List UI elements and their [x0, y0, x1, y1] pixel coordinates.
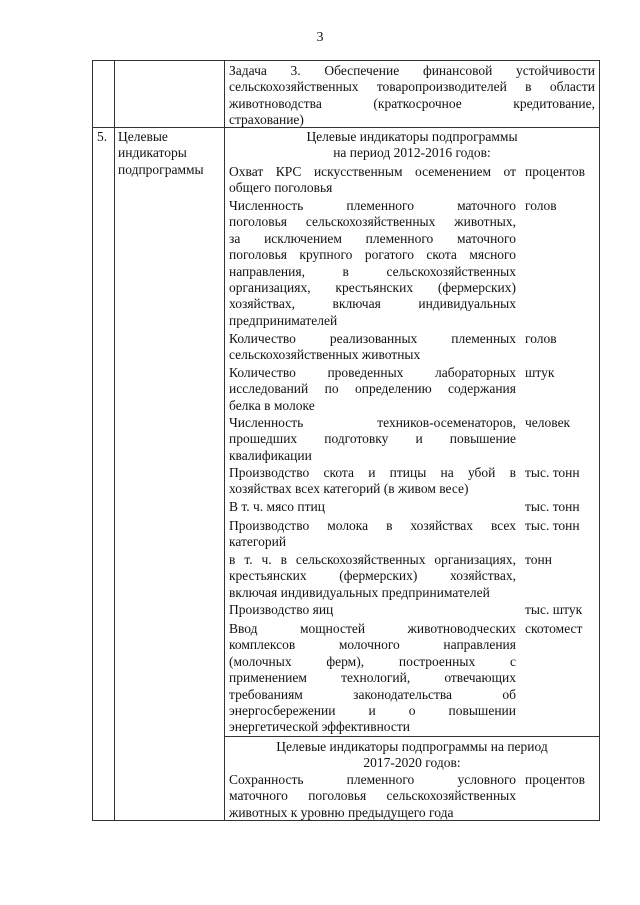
indicator-line: Охват КРС искусственным осеменением от	[229, 164, 516, 179]
indicator-line: за исключением племенного маточного	[229, 230, 516, 246]
indicator-name	[229, 164, 516, 197]
indicator-line: Количество проведенных лабораторных	[229, 365, 516, 380]
indicator-name	[229, 331, 516, 364]
indicator-unit: процентов	[525, 772, 586, 787]
indicator-line: комплексов молочного направления	[229, 637, 516, 653]
indicator-line: крестьянских (фермерских) хозяйствах,	[229, 568, 516, 584]
indicator-line: применением технологий, отвечающих	[229, 670, 516, 686]
heading-line: Целевые индикаторы подпрограммы на период	[276, 739, 548, 754]
indicator-line: сельскохозяйственных животных	[229, 347, 421, 363]
indicator-line: хозяйствах, включая индивидуальных	[229, 296, 516, 312]
indicator-line: поголовья сельскохозяйственных животных,	[229, 214, 516, 230]
indicator-line: направления, в сельскохозяйственных	[229, 263, 516, 279]
heading-line: на период 2012-2016 годов:	[333, 145, 491, 161]
indicator-line: в т. ч. в сельскохозяйственных организациях,	[229, 552, 516, 567]
indicator-unit: тыс. тонн	[525, 465, 580, 480]
indicator-name	[229, 198, 516, 329]
task3-text	[229, 63, 595, 129]
indicator-line: категорий	[229, 534, 287, 550]
indicator-unit: голов	[525, 331, 557, 346]
row-divider	[224, 736, 599, 737]
task3-line: сельскохозяйственных товаропроизводителей в области	[229, 79, 595, 95]
indicator-line: Производство скота и птицы на убой в	[229, 465, 516, 480]
indicator-line: исследований по определению содержания	[229, 381, 516, 397]
indicator-line: поголовья крупного рогатого скота мясного	[229, 247, 516, 263]
period2-heading	[229, 739, 595, 772]
indicator-unit: процентов	[525, 164, 586, 179]
indicator-line: Ввод мощностей животноводческих	[229, 621, 516, 636]
indicator-line: (молочных ферм), построенных с	[229, 653, 516, 669]
indicator-name	[229, 772, 516, 821]
indicator-line: прошедших подготовку и повышение	[229, 431, 516, 447]
page-number: 3	[316, 30, 324, 45]
heading-line: Целевые индикаторы подпрограммы	[306, 129, 518, 144]
indicator-line: энергосбережении и о повышении	[229, 703, 516, 719]
indicator-unit: голов	[525, 198, 557, 213]
indicator-line: Численность техников-осеменаторов,	[229, 415, 516, 430]
row-title	[118, 129, 218, 178]
indicator-line: требованиям законодательства об	[229, 686, 516, 702]
indicator-line: Производство молока в хозяйствах всех	[229, 518, 516, 533]
indicator-line: Численность племенного маточного	[229, 198, 516, 213]
indicator-line: белка в молоке	[229, 397, 315, 413]
indicator-name	[229, 499, 516, 515]
row-title-line: индикаторы	[118, 145, 187, 161]
indicator-line: Сохранность племенного условного	[229, 772, 516, 787]
indicator-line: маточного поголовья сельскохозяйственных	[229, 788, 516, 804]
task3-line: Задача 3. Обеспечение финансовой устойчивости	[229, 63, 595, 78]
column-divider	[114, 61, 115, 820]
indicator-name	[229, 415, 516, 464]
period1-heading	[229, 129, 595, 162]
indicator-unit: тыс. тонн	[525, 499, 580, 514]
indicator-name	[229, 465, 516, 498]
heading-line: 2017-2020 годов:	[363, 755, 461, 771]
task3-line: животноводства (краткосрочное кредитование,	[229, 95, 595, 111]
indicator-name	[229, 602, 516, 618]
indicator-name	[229, 552, 516, 601]
indicator-line: хозяйствах всех категорий (в живом весе)	[229, 481, 469, 497]
indicator-line: организациях, крестьянских (фермерских)	[229, 280, 516, 296]
indicator-line: квалификации	[229, 447, 312, 463]
indicator-line: предпринимателей	[229, 312, 338, 328]
task3-line: страхование)	[229, 112, 304, 128]
indicator-name	[229, 621, 516, 736]
indicator-unit: штук	[525, 365, 555, 380]
row-title-line: Целевые	[118, 129, 168, 144]
indicator-unit: тыс. тонн	[525, 518, 580, 533]
indicator-line: животных к уровню предыдущего года	[229, 804, 454, 820]
indicator-line: В т. ч. мясо птиц	[229, 499, 325, 514]
indicator-line: Количество реализованных племенных	[229, 331, 516, 346]
indicator-unit: скотомест	[525, 621, 583, 636]
indicator-unit: тонн	[525, 552, 552, 567]
row-number: 5.	[97, 129, 108, 144]
indicator-name	[229, 518, 516, 551]
column-divider	[224, 61, 225, 820]
indicator-unit: тыс. штук	[525, 602, 583, 617]
indicator-line: Производство яиц	[229, 602, 334, 617]
row-title-line: подпрограммы	[118, 161, 204, 177]
indicator-line: общего поголовья	[229, 180, 333, 196]
indicator-line: включая индивидуальных предпринимателей	[229, 584, 490, 600]
indicator-name	[229, 365, 516, 414]
indicator-unit: человек	[525, 415, 571, 430]
indicator-line: энергетической эффективности	[229, 719, 410, 735]
